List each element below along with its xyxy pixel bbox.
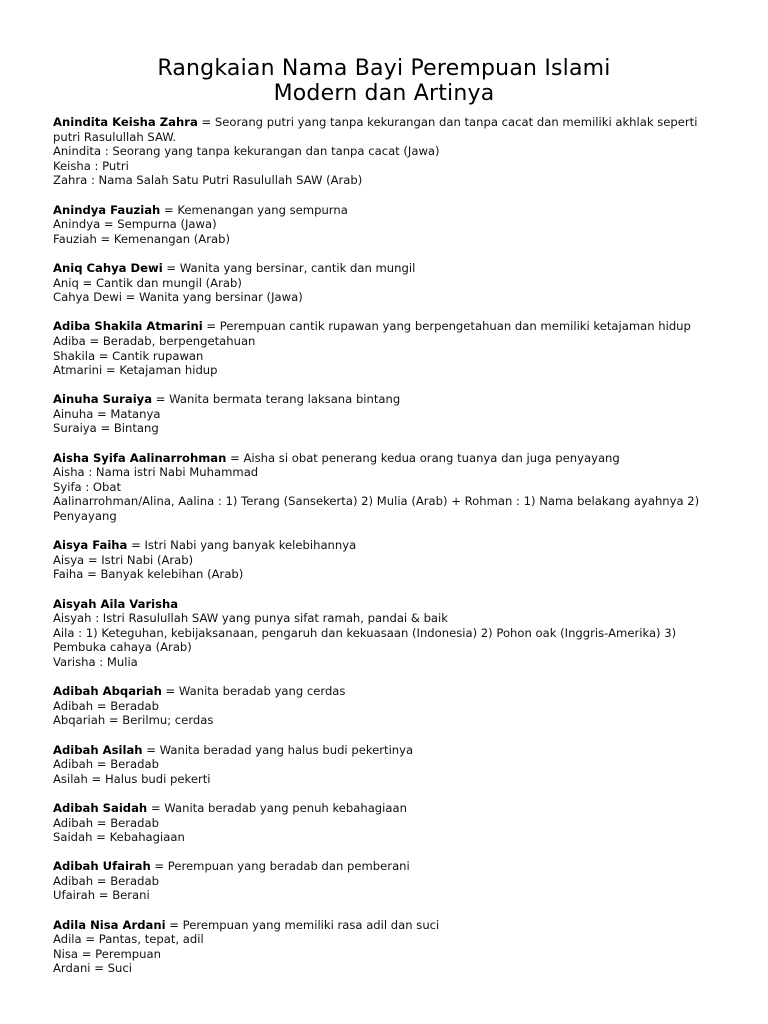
entry-name: Adibah Abqariah bbox=[53, 684, 162, 699]
entry-meaning: = Istri Nabi yang banyak kelebihannya bbox=[127, 538, 357, 553]
entry-name: Adibah Ufairah bbox=[53, 859, 151, 874]
entry-detail-line: Syifa : Obat bbox=[53, 479, 122, 494]
entry-meaning: = Aisha si obat penerang kedua orang tuanya dan juga penyayang bbox=[226, 450, 620, 465]
entry-detail-line: Atmarini = Ketajaman hidup bbox=[53, 363, 218, 378]
entry-detail-line: Aisya = Istri Nabi (Arab) bbox=[53, 552, 194, 567]
entry-meaning: = Wanita beradab yang cerdas bbox=[161, 684, 346, 699]
entry-meaning: = Wanita beradab yang penuh kebahagiaan bbox=[147, 800, 407, 815]
entry-heading bbox=[53, 918, 721, 933]
entry-name: Aniq Cahya Dewi bbox=[53, 260, 163, 275]
entry-meaning: = Seorang putri yang tanpa kekurangan dan tanpa cacat dan memiliki akhlak seperti putri Rasulullah SAW. bbox=[53, 115, 698, 144]
entry-name: Aisyah Aila Varisha bbox=[53, 596, 179, 611]
entry-heading bbox=[53, 319, 721, 334]
entry-meaning: = Kemenangan yang sempurna bbox=[160, 202, 348, 217]
entry-detail-line: Cahya Dewi = Wanita yang bersinar (Jawa) bbox=[53, 290, 303, 305]
entry-name: Adila Nisa Ardani bbox=[53, 917, 166, 932]
entry-detail-line: Abqariah = Berilmu; cerdas bbox=[53, 713, 214, 728]
entry-heading bbox=[53, 597, 721, 612]
entry-name: Anindita Keisha Zahra bbox=[53, 115, 198, 129]
entry-heading bbox=[53, 743, 721, 758]
entry-detail-line: Ufairah = Berani bbox=[53, 888, 150, 903]
entry-detail-line: Keisha : Putri bbox=[53, 158, 129, 173]
entry-detail-line: Fauziah = Kemenangan (Arab) bbox=[53, 231, 230, 246]
entry-detail-line: Aisyah : Istri Rasulullah SAW yang punya sifat ramah, pandai & baik bbox=[53, 611, 448, 626]
page-title-line-2: Modern dan Artinya bbox=[273, 81, 495, 106]
entry-detail-line: Aalinarrohman/Alina, Aalina : 1) Terang (Sansekerta) 2) Mulia (Arab) + Rohman : 1) Nama belakang ayahnya 2) Penyayang bbox=[53, 494, 700, 524]
entry-meaning: = Perempuan yang memiliki rasa adil dan suci bbox=[165, 917, 440, 932]
name-entry bbox=[53, 597, 721, 670]
entry-detail-line: Saidah = Kebahagiaan bbox=[53, 830, 185, 845]
name-entry bbox=[53, 203, 721, 247]
name-entry bbox=[53, 918, 721, 976]
entry-detail-line: Varisha : Mulia bbox=[53, 654, 138, 669]
entry-meaning: = Perempuan cantik rupawan yang berpengetahuan dan memiliki ketajaman hidup bbox=[202, 319, 691, 334]
entry-meaning: = Perempuan yang beradab dan pemberani bbox=[150, 859, 410, 874]
entry-detail-line: Zahra : Nama Salah Satu Putri Rasulullah SAW (Arab) bbox=[53, 173, 363, 188]
entry-name: Adiba Shakila Atmarini bbox=[53, 319, 203, 334]
entry-detail-line: Adibah = Beradab bbox=[53, 873, 159, 888]
entry-name: Adibah Saidah bbox=[53, 800, 148, 815]
entry-heading bbox=[53, 538, 721, 553]
entry-name: Aisya Faiha bbox=[53, 538, 128, 553]
entry-detail-line: Ardani = Suci bbox=[53, 961, 132, 976]
entry-detail-line: Anindita : Seorang yang tanpa kekurangan dan tanpa cacat (Jawa) bbox=[53, 144, 440, 159]
entry-heading bbox=[53, 115, 721, 144]
entry-heading bbox=[53, 684, 721, 699]
entry-detail-line: Adibah = Beradab bbox=[53, 815, 159, 830]
entry-detail-line: Aila : 1) Keteguhan, kebijaksanaan, pengaruh dan kekuasaan (Indonesia) 2) Pohon oak (Inggris-Amerika) 3) Pembuka cahaya (Arab) bbox=[53, 625, 677, 655]
entry-heading bbox=[53, 261, 721, 276]
entry-detail-line: Nisa = Perempuan bbox=[53, 946, 161, 961]
name-entry bbox=[53, 392, 721, 436]
entry-detail-line: Asilah = Halus budi pekerti bbox=[53, 771, 211, 786]
name-entry bbox=[53, 801, 721, 845]
entry-detail-line: Suraiya = Bintang bbox=[53, 421, 159, 436]
entry-heading bbox=[53, 392, 721, 407]
entry-name: Ainuha Suraiya bbox=[53, 392, 153, 407]
entry-detail-line: Faiha = Banyak kelebihan (Arab) bbox=[53, 567, 244, 582]
entry-meaning: = Wanita bermata terang laksana bintang bbox=[152, 392, 401, 407]
name-entry bbox=[53, 684, 721, 728]
entry-detail-line: Shakila = Cantik rupawan bbox=[53, 348, 204, 363]
entry-detail-line: Anindya = Sempurna (Jawa) bbox=[53, 217, 217, 232]
entry-heading bbox=[53, 859, 721, 874]
name-entry bbox=[53, 743, 721, 787]
entry-name: Anindya Fauziah bbox=[53, 202, 161, 217]
name-entry bbox=[53, 115, 721, 188]
entry-detail-line: Ainuha = Matanya bbox=[53, 406, 161, 421]
entry-meaning: = Wanita beradad yang halus budi pekertinya bbox=[142, 742, 414, 757]
page-title-line-1: Rangkaian Nama Bayi Perempuan Islami bbox=[157, 56, 611, 81]
name-entry bbox=[53, 319, 721, 377]
entry-detail-line: Adiba = Beradab, berpengetahuan bbox=[53, 333, 256, 348]
entry-detail-line: Aniq = Cantik dan mungil (Arab) bbox=[53, 275, 242, 290]
name-entry bbox=[53, 261, 721, 305]
name-entry bbox=[53, 451, 721, 524]
name-entry bbox=[53, 538, 721, 582]
entry-detail-line: Adila = Pantas, tepat, adil bbox=[53, 932, 204, 947]
entry-meaning: = Wanita yang bersinar, cantik dan mungil bbox=[162, 260, 416, 275]
entry-name: Adibah Asilah bbox=[53, 742, 143, 757]
entry-heading bbox=[53, 801, 721, 816]
name-entry bbox=[53, 859, 721, 903]
page-title bbox=[0, 56, 768, 106]
entry-heading bbox=[53, 451, 721, 466]
entry-heading bbox=[53, 203, 721, 218]
entry-detail-line: Aisha : Nama istri Nabi Muhammad bbox=[53, 465, 259, 480]
entry-detail-line: Adibah = Beradab bbox=[53, 757, 159, 772]
entry-name: Aisha Syifa Aalinarrohman bbox=[53, 450, 227, 465]
entry-detail-line: Adibah = Beradab bbox=[53, 698, 159, 713]
name-entries-list bbox=[53, 115, 721, 991]
